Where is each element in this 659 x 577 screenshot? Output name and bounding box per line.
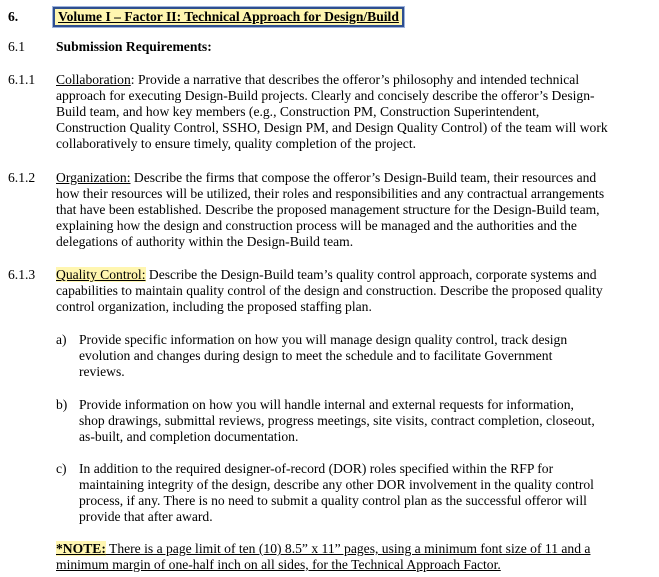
subsection-title: Submission Requirements: — [56, 39, 212, 54]
paragraph-number: 6.1.2 — [8, 170, 36, 185]
paragraph-body — [56, 267, 608, 315]
paragraph-number: 6.1.1 — [8, 72, 36, 87]
section-header — [0, 7, 640, 27]
paragraph-body — [56, 72, 608, 152]
list-item-text: In addition to the required designer-of-record (DOR) roles specified within the RFP for maintaining integrity of the design, describe any other DOR involvement in the quality control process, if any. There is no need to submit a quality control plan as the successful offeror will provide that after award. — [79, 461, 594, 524]
section-title[interactable]: Volume I – Factor II: Technical Approach for Design/Build — [53, 7, 404, 27]
list-marker: a) — [56, 332, 67, 347]
paragraph-body — [56, 170, 608, 250]
paragraph-text: : Provide a narrative that describes the offeror’s philosophy and intended technical approach for executing Design-Build projects. Clearly and concisely describe the offeror’s Design-Build team, and how key members (e.g., Construction PM, Construction Superintendent, Construction Quality Control, SSHO, Design PM, and Design Quality Control) of the team will work collaboratively to ensure timely, quality completion of the project. — [56, 72, 608, 151]
section-number: 6. — [8, 9, 19, 24]
note-text: There is a page limit of ten (10) 8.5” x 11” pages, using a minimum font size of 11 and a minimum margin of one-half inch on all sides, for the Technical Approach Factor. — [56, 541, 591, 572]
paragraph-text: Describe the firms that compose the offeror’s Design-Build team, their resources and how their resources will be utilized, their roles and responsibilities and any contractual arrangements that have been established. Describe the proposed management structure for the Design-Build team, explaining how the design and construction process will be managed and the authorities and the delegations of authority within the Design-Build team. — [56, 170, 605, 249]
page-limit-note — [56, 541, 608, 573]
list-marker: c) — [56, 461, 67, 476]
paragraph-label: Organization: — [56, 170, 131, 185]
list-item-text: Provide information on how you will handle internal and external requests for information, shop drawings, submittal reviews, progress meetings, site visits, contract completion, closeout, as-built, and completion documentation. — [79, 397, 595, 444]
note-label: *NOTE: — [56, 541, 106, 556]
paragraph-label: Quality Control: — [56, 267, 146, 282]
list-item-text: Provide specific information on how you will manage design quality control, track design evolution and changes during design to meet the schedule and to facilitate Government reviews. — [79, 332, 568, 379]
paragraph-label: Collaboration — [56, 72, 131, 87]
paragraph-text: Describe the Design-Build team’s quality control approach, corporate systems and capabilities to maintain quality control of the design and construction. Describe the proposed quality control organization, including the proposed staffing plan. — [56, 267, 603, 314]
subsection-number: 6.1 — [8, 39, 25, 54]
list-marker: b) — [56, 397, 68, 412]
paragraph-number: 6.1.3 — [8, 267, 36, 282]
